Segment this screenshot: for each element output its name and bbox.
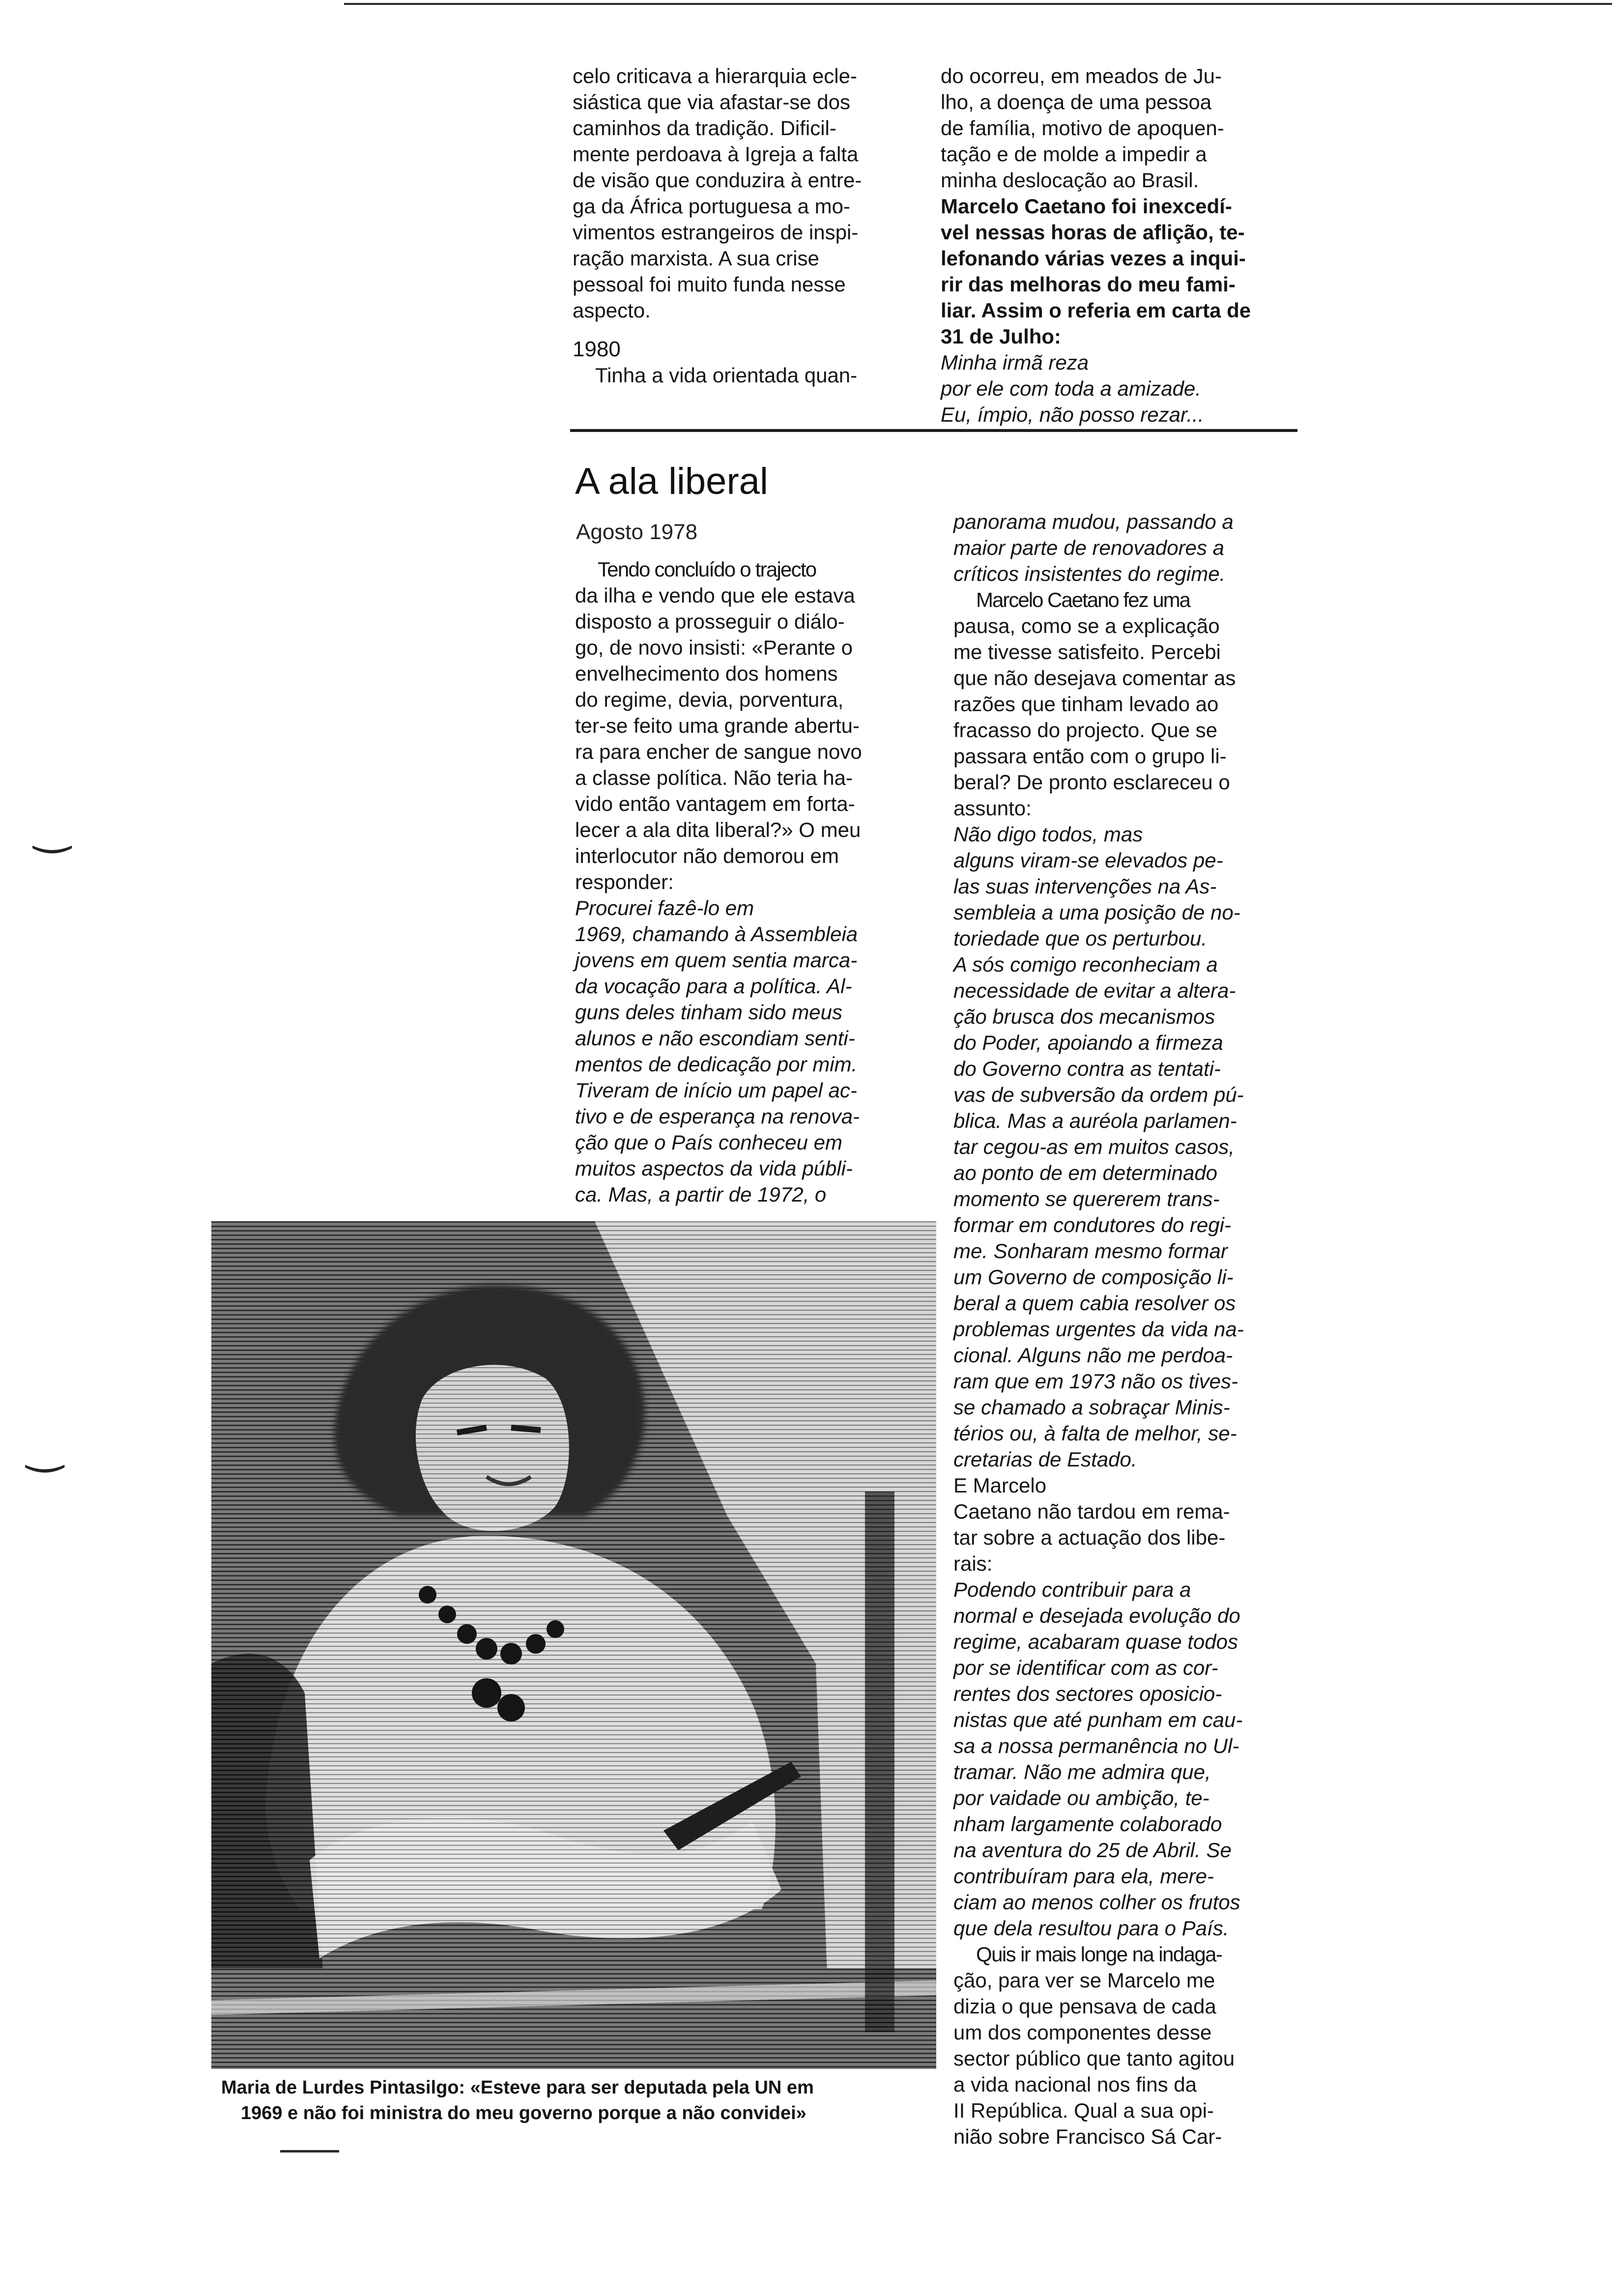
text-line: liar. Assim o referia em carta de	[941, 299, 1251, 322]
quote-italic	[953, 1577, 1297, 1941]
quote-italic	[575, 895, 929, 1207]
text-line: um Governo de composição li-	[953, 1265, 1234, 1289]
caption-line-1: Maria de Lurdes Pintasilgo: «Esteve para ser deputada pela UN em	[221, 2077, 814, 2098]
text-line: vimentos estrangeiros de inspi-	[573, 221, 859, 244]
year-subhead: 1980	[573, 337, 621, 361]
column-top-right	[941, 63, 1295, 428]
text-line: muitos aspectos da vida públi-	[575, 1157, 853, 1180]
text-line: tação e de molde a impedir a	[941, 143, 1207, 166]
text-line: alguns viram-se elevados pe-	[953, 849, 1223, 872]
text-line: Podendo contribuir para a	[953, 1578, 1191, 1601]
dateline: Agosto 1978	[576, 520, 698, 544]
text-line: problemas urgentes da vida na-	[953, 1318, 1244, 1341]
text-line: ção brusca dos mecanismos	[953, 1005, 1215, 1028]
quote-italic	[953, 821, 1297, 1472]
text-line: por se identificar com as cor-	[953, 1656, 1218, 1679]
photo-halftone	[211, 1221, 936, 2069]
text-line: Marcelo Caetano fez uma	[976, 588, 1190, 611]
text-line: Procurei fazê-lo em	[575, 896, 754, 919]
text-line: nião sobre Francisco Sá Car-	[953, 2125, 1222, 2148]
text-line: a vida nacional nos fins da	[953, 2073, 1197, 2096]
text-line: tivo e de esperança na renova-	[575, 1105, 860, 1128]
text-line: por vaidade ou ambição, te-	[953, 1786, 1209, 1809]
text-line: que não desejava comentar as	[953, 666, 1236, 689]
text-line: de família, motivo de apoquen-	[941, 116, 1224, 140]
text-line: E Marcelo	[953, 1474, 1047, 1497]
quote-italic	[941, 349, 1295, 428]
text-line: vas de subversão da ordem pú-	[953, 1083, 1244, 1106]
text-line: toriedade que os perturbou.	[953, 927, 1208, 950]
text-line: normal e desejada evolução do	[953, 1604, 1240, 1627]
text-line: Minha irmã reza	[941, 351, 1089, 374]
paragraph	[953, 1941, 1297, 2150]
paragraph	[573, 362, 919, 388]
text-line: térios ou, à falta de melhor, se-	[953, 1422, 1237, 1445]
text-line: nistas que até punham em cau-	[953, 1708, 1243, 1731]
text-line: necessidade de evitar a altera-	[953, 979, 1236, 1002]
text-line: Tendo concluído o trajecto	[598, 558, 816, 581]
headline: A ala liberal	[575, 460, 768, 502]
text-line: pessoal foi muito funda nesse	[573, 273, 846, 296]
text-line: cretarias de Estado.	[953, 1448, 1137, 1471]
text-line: envelhecimento dos homens	[575, 662, 838, 685]
text-line: ciam ao menos colher os frutos	[953, 1891, 1240, 1914]
quote-italic	[953, 509, 1297, 587]
text-line: do Poder, apoiando a firmeza	[953, 1031, 1223, 1054]
binder-mark-icon: ‿	[27, 1423, 63, 1472]
text-line: go, de novo insisti: «Perante o	[575, 636, 853, 659]
text-line: se chamado a sobraçar Minis-	[953, 1396, 1230, 1419]
text-line: de visão que conduzira à entre-	[573, 169, 862, 192]
text-line: momento se quererem trans-	[953, 1187, 1220, 1210]
text-line: Caetano não tardou em rema-	[953, 1500, 1230, 1523]
text-line: celo criticava a hierarquia ecle-	[573, 64, 857, 87]
text-line: las suas intervenções na As-	[953, 875, 1217, 898]
text-line: dizia o que pensava de cada	[953, 1995, 1216, 2018]
column-top-left	[573, 63, 919, 388]
text-line: do regime, devia, porventura,	[575, 688, 844, 711]
text-line: blica. Mas a auréola parlamen-	[953, 1109, 1237, 1132]
text-line: mente perdoava à Igreja a falta	[573, 143, 859, 166]
text-line: me. Sonharam mesmo formar	[953, 1239, 1228, 1263]
text-line: Marcelo Caetano foi inexcedí-	[941, 195, 1232, 218]
text-line: ção que o País conheceu em	[575, 1131, 843, 1154]
text-line: 31 de Julho:	[941, 325, 1062, 348]
photo-caption	[221, 2075, 944, 2126]
text-line: Eu, ímpio, não posso rezar...	[941, 403, 1204, 426]
text-line: ram que em 1973 não os tives-	[953, 1370, 1238, 1393]
text-line: tar cegou-as em muitos casos,	[953, 1135, 1235, 1158]
text-line: Tiveram de início um papel ac-	[575, 1079, 857, 1102]
paragraph	[953, 1472, 1297, 1577]
paragraph	[575, 556, 929, 895]
text-line: guns deles tinham sido meus	[575, 1001, 842, 1024]
text-line: lho, a doença de uma pessoa	[941, 90, 1212, 114]
top-rule	[344, 3, 1612, 5]
text-line: razões que tinham levado ao	[953, 692, 1219, 716]
text-line: críticos insistentes do regime.	[953, 562, 1226, 585]
text-line: vido então vantagem em forta-	[575, 792, 855, 815]
text-line: beral a quem cabia resolver os	[953, 1292, 1236, 1315]
stray-mark	[280, 2150, 339, 2152]
text-line: siástica que via afastar-se dos	[573, 90, 850, 114]
column-middle-left	[575, 556, 929, 1207]
text-line: ao ponto de em determinado	[953, 1161, 1218, 1184]
text-line: maior parte de renovadores a	[953, 536, 1224, 559]
text-line: do Governo contra as tentati-	[953, 1057, 1221, 1080]
text-line: aspecto.	[573, 299, 651, 322]
paragraph	[953, 587, 1297, 821]
text-line: interlocutor não demorou em	[575, 844, 839, 867]
text-line: me tivesse satisfeito. Percebi	[953, 640, 1221, 663]
text-line: responder:	[575, 870, 674, 893]
text-line: panorama mudou, passando a	[953, 510, 1234, 533]
text-line: vel nessas horas de aflição, te-	[941, 221, 1245, 244]
text-line: ração marxista. A sua crise	[573, 247, 819, 270]
text-line: que dela resultou para o País.	[953, 1917, 1229, 1940]
text-line: assunto:	[953, 797, 1032, 820]
text-line: passara então com o grupo li-	[953, 745, 1227, 768]
text-line: caminhos da tradição. Dificil-	[573, 116, 836, 140]
text-line: rir das melhoras do meu fami-	[941, 273, 1236, 296]
text-line: Não digo todos, mas	[953, 823, 1143, 846]
text-line: na aventura do 25 de Abril. Se	[953, 1838, 1232, 1862]
text-line: minha deslocação ao Brasil.	[941, 169, 1199, 192]
text-line: por ele com toda a amizade.	[941, 377, 1201, 400]
paragraph	[573, 63, 919, 323]
text-line: beral? De pronto esclareceu o	[953, 771, 1230, 794]
text-line: lefonando várias vezes a inqui-	[941, 247, 1246, 270]
text-line: ter-se feito uma grande abertu-	[575, 714, 860, 737]
news-photo	[211, 1221, 936, 2069]
paragraph	[941, 63, 1295, 349]
text-line: um dos componentes desse	[953, 2021, 1212, 2044]
text-line: ra para encher de sangue novo	[575, 740, 862, 763]
text-line: ção, para ver se Marcelo me	[953, 1969, 1215, 1992]
binder-mark-icon: ‿	[34, 804, 70, 853]
text-line: ga da África portuguesa a mo-	[573, 195, 850, 218]
text-line: sa a nossa permanência no Ul-	[953, 1734, 1239, 1757]
column-middle-right	[953, 509, 1297, 2150]
text-line: regime, acabaram quase todos	[953, 1630, 1238, 1653]
text-line: tar sobre a actuação dos libe-	[953, 1526, 1226, 1549]
caption-line-2: 1969 e não foi ministra do meu governo porque a não convidei»	[241, 2103, 806, 2124]
text-line: da ilha e vendo que ele estava	[575, 584, 855, 607]
text-line: ca. Mas, a partir de 1972, o	[575, 1183, 827, 1206]
text-line: rais:	[953, 1552, 993, 1575]
text-line: a classe política. Não teria ha-	[575, 766, 853, 789]
text-line: Quis ir mais longe na indaga-	[976, 1943, 1222, 1966]
text-line: lecer a ala dita liberal?» O meu	[575, 818, 861, 841]
text-line: 1969, chamando à Assembleia	[575, 922, 858, 946]
text-line: cional. Alguns não me perdoa-	[953, 1344, 1233, 1367]
text-line: jovens em quem sentia marca-	[575, 948, 858, 972]
text-line: alunos e não escondiam senti-	[575, 1027, 855, 1050]
text-line: do ocorreu, em meados de Ju-	[941, 64, 1222, 87]
text-line: tramar. Não me admira que,	[953, 1760, 1211, 1783]
section-rule	[570, 429, 1297, 432]
text-line: sector público que tanto agitou	[953, 2047, 1235, 2070]
text-line: Tinha a vida orientada quan-	[595, 364, 858, 387]
text-line: rentes dos sectores oposicio-	[953, 1682, 1222, 1705]
text-line: fracasso do projecto. Que se	[953, 718, 1217, 742]
text-line: pausa, como se a explicação	[953, 614, 1220, 637]
text-line: A sós comigo reconheciam a	[953, 953, 1218, 976]
text-line: II República. Qual a sua opi-	[953, 2099, 1214, 2122]
text-line: nham largamente colaborado	[953, 1812, 1222, 1836]
text-line: contribuíram para ela, mere-	[953, 1865, 1214, 1888]
text-line: mentos de dedicação por mim.	[575, 1053, 858, 1076]
text-line: sembleia a uma posição de no-	[953, 901, 1240, 924]
text-line: formar em condutores do regi-	[953, 1213, 1231, 1236]
text-line: disposto a prosseguir o diálo-	[575, 610, 845, 633]
text-line: da vocação para a política. Al-	[575, 975, 852, 998]
